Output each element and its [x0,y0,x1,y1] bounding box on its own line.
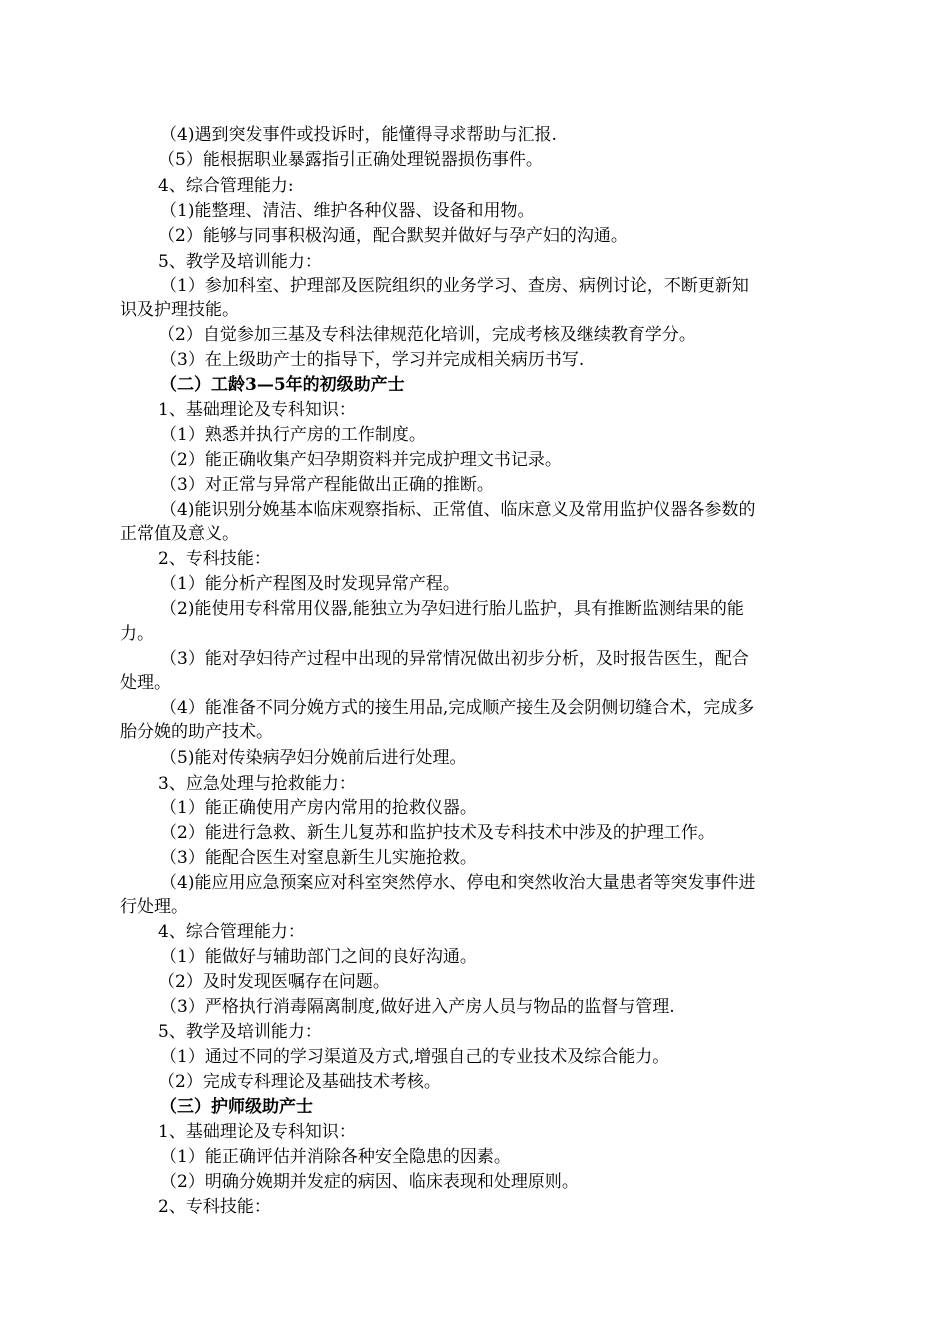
text-line: 3、应急处理与抢救能力： [158,774,356,794]
text-line: （3）能配合医生对窒息新生儿实施抢救。 [160,848,477,868]
text-line: （2)能使用专科常用仪器,能独立为孕妇进行胎儿监护，具有推断监测结果的能 [160,599,744,619]
section-heading: （三）护师级助产士 [160,1097,313,1117]
text-line: （2）及时发现医嘱存在问题。 [158,972,390,992]
text-line: 4、综合管理能力： [158,922,305,942]
text-line: 1、基础理论及专科知识： [158,400,356,420]
text-line: 正常值及意义。 [120,524,239,544]
text-line: （1）能做好与辅助部门之间的良好沟通。 [160,947,477,967]
text-line: 5、教学及培训能力： [158,1022,322,1042]
text-line: （5）能根据职业暴露指引正确处理锐器损伤事件。 [158,150,543,170]
text-line: （2）完成专科理论及基础技术考核。 [158,1072,441,1092]
text-line: 5、教学及培训能力： [158,252,322,272]
text-line: （4)遇到突发事件或投诉时，能懂得寻求帮助与汇报. [160,125,557,145]
text-line: （2）能正确收集产妇孕期资料并完成护理文书记录。 [160,450,562,470]
text-line: （1）能分析产程图及时发现异常产程。 [160,574,460,594]
text-line: （4)能识别分娩基本临床观察指标、正常值、临床意义及常用监护仪器各参数的 [160,500,756,520]
text-line: （4）能准备不同分娩方式的接生用品,完成顺产接生及会阴侧切缝合术，完成多 [160,698,755,718]
section-heading: （二）工龄3—5年的初级助产士 [160,375,405,395]
text-line: 1、基础理论及专科知识： [158,1122,356,1142]
text-line: （2）能进行急救、新生儿复苏和监护技术及专科技术中涉及的护理工作。 [160,823,715,843]
text-line: （1）能正确评估并消除各种安全隐患的因素。 [160,1147,511,1167]
text-line: 4、综合管理能力: [158,176,294,196]
text-line: （3）在上级助产士的指导下，学习并完成相关病历书写. [160,350,585,370]
text-line: （1）熟悉并执行产房的工作制度。 [160,425,426,445]
text-line: 识及护理技能。 [120,300,239,320]
text-line: （2）明确分娩期并发症的病因、临床表现和处理原则。 [160,1172,579,1192]
text-line: 行处理。 [120,897,188,917]
text-line: （3）能对孕妇待产过程中出现的异常情况做出初步分析，及时报告医生，配合 [160,649,749,669]
text-line: 力。 [120,624,154,644]
text-line: （4)能应用应急预案应对科室突然停水、停电和突然收治大量患者等突发事件进 [160,873,756,893]
text-line: （2）能够与同事积极沟通，配合默契并做好与孕产妇的沟通。 [158,226,628,246]
text-line: （5)能对传染病孕妇分娩前后进行处理。 [160,748,467,768]
text-line: （3）对正常与异常产程能做出正确的推断。 [160,475,494,495]
text-line: 2、专科技能： [158,1197,271,1217]
text-line: （1）通过不同的学习渠道及方式,增强自己的专业技术及综合能力。 [160,1047,670,1067]
text-line: （1）能正确使用产房内常用的抢救仪器。 [160,798,477,818]
text-line: 胎分娩的助产技术。 [120,722,273,742]
text-line: （2）自觉参加三基及专科法律规范化培训，完成考核及继续教育学分。 [158,325,696,345]
text-line: 2、专科技能： [158,549,271,569]
text-line: （1)能整理、清洁、维护各种仪器、设备和用物。 [160,201,535,221]
text-line: 处理。 [120,673,171,693]
text-line: （3）严格执行消毒隔离制度,做好进入产房人员与物品的监督与管理. [160,997,675,1017]
text-line: （1）参加科室、护理部及医院组织的业务学习、查房、病例讨论，不断更新知 [160,276,749,296]
